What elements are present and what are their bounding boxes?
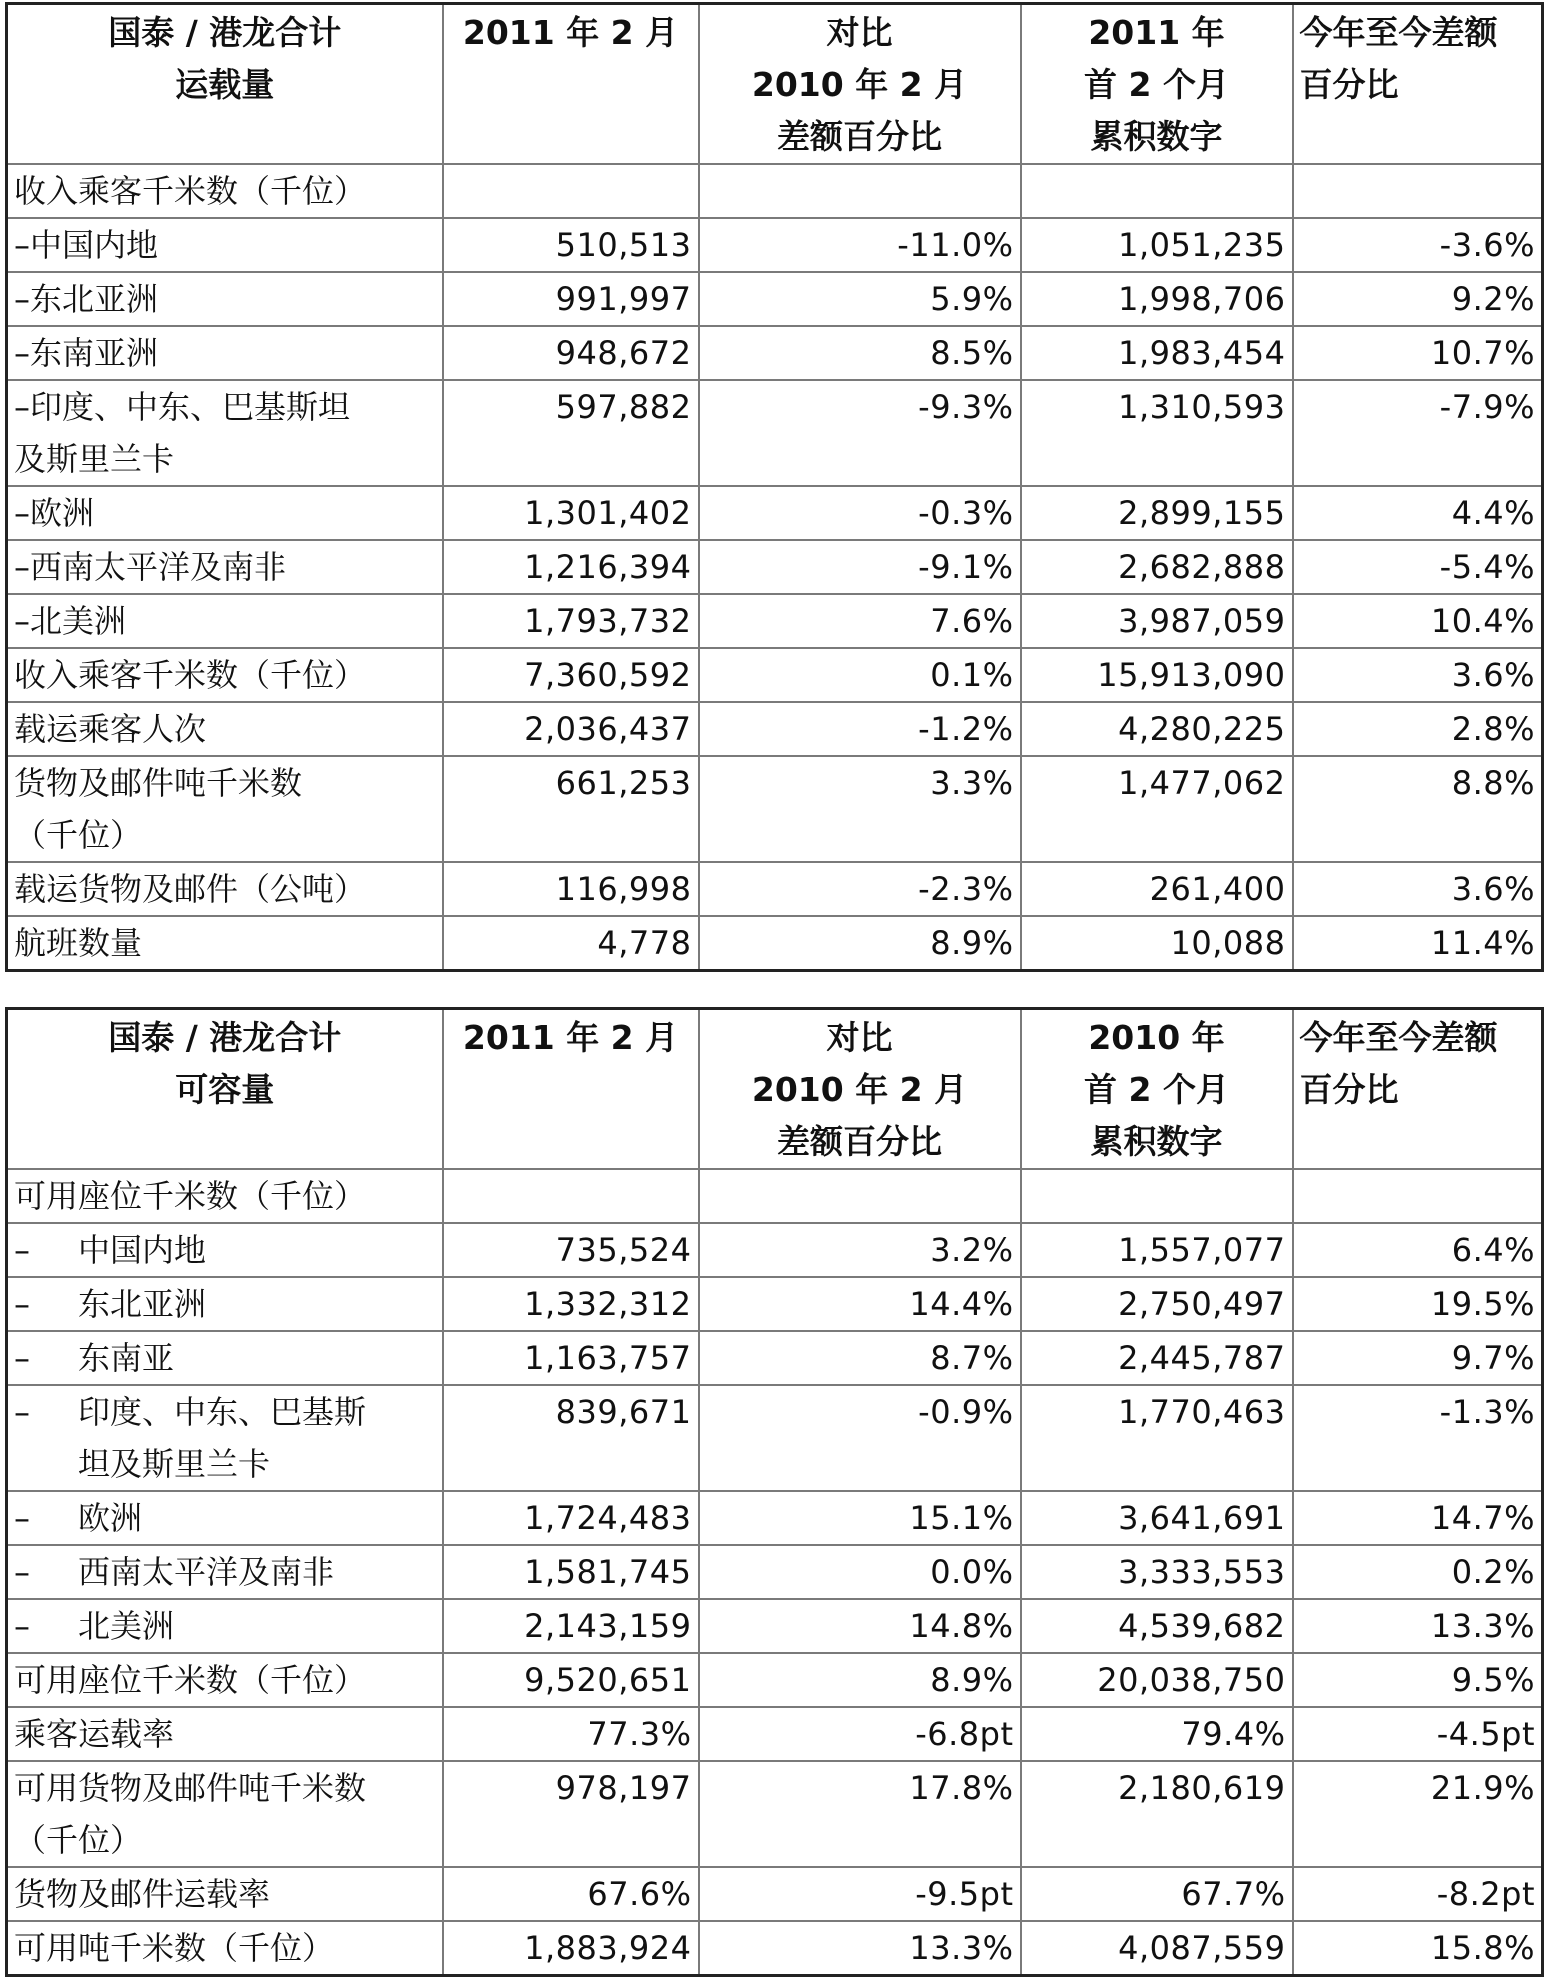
traffic-header-category: 国泰 / 港龙合计 运载量 [7, 4, 443, 165]
cell-value: 3.6% [1293, 862, 1543, 916]
cell-value: 0.2% [1293, 1545, 1543, 1599]
traffic-header-yoy: 对比 2010 年 2 月 差额百分比 [699, 4, 1021, 165]
table-row [7, 1385, 1543, 1491]
table-row [7, 1331, 1543, 1385]
cell-value: -7.9% [1293, 380, 1543, 486]
cell-value: 839,671 [443, 1385, 699, 1491]
traffic-header-month: 2011 年 2 月 [443, 4, 699, 165]
cell-value: 2,143,159 [443, 1599, 699, 1653]
row-label: 可用座位千米数（千位） [7, 1169, 443, 1223]
cell-value: -1.2% [699, 702, 1021, 756]
row-label [7, 1385, 443, 1491]
cell-value: 17.8% [699, 1761, 1021, 1867]
row-label: –东南亚洲 [7, 326, 443, 380]
cell-value: 5.9% [699, 272, 1021, 326]
cell-value: 6.4% [1293, 1223, 1543, 1277]
cell-value: 10.7% [1293, 326, 1543, 380]
row-label: –欧洲 [7, 486, 443, 540]
cell-value: -11.0% [699, 218, 1021, 272]
cell-value: 4.4% [1293, 486, 1543, 540]
cell-value: 14.8% [699, 1599, 1021, 1653]
row-label [7, 1277, 443, 1331]
cell-value: 1,581,745 [443, 1545, 699, 1599]
cell-value: 0.0% [699, 1545, 1021, 1599]
row-label: 收入乘客千米数（千位） [7, 164, 443, 218]
row-label: 载运乘客人次 [7, 702, 443, 756]
cell-value: 510,513 [443, 218, 699, 272]
cell-value: 7,360,592 [443, 648, 699, 702]
cell-value: 1,724,483 [443, 1491, 699, 1545]
row-label-text: 印度、中东、巴基斯 坦及斯里兰卡 [78, 1393, 367, 1483]
cell-value: 1,557,077 [1021, 1223, 1293, 1277]
cell-value: 7.6% [699, 594, 1021, 648]
table-row [7, 702, 1543, 756]
cell-value: 4,778 [443, 916, 699, 971]
row-label: –北美洲 [7, 594, 443, 648]
cell-value: -0.9% [699, 1385, 1021, 1491]
cell-value: 10.4% [1293, 594, 1543, 648]
cell-value: -9.1% [699, 540, 1021, 594]
cell-value: 15,913,090 [1021, 648, 1293, 702]
row-dash: – [14, 1553, 30, 1591]
table-row [7, 862, 1543, 916]
cell-value: 735,524 [443, 1223, 699, 1277]
row-label [7, 1331, 443, 1385]
cell-value: 3.2% [699, 1223, 1021, 1277]
capacity-header-category: 国泰 / 港龙合计 可容量 [7, 1009, 443, 1170]
cell-value: -9.5pt [699, 1867, 1021, 1921]
cell-value [699, 164, 1021, 218]
cell-value: 10,088 [1021, 916, 1293, 971]
table-row [7, 916, 1543, 971]
row-label [7, 1599, 443, 1653]
cell-value: 1,051,235 [1021, 218, 1293, 272]
cell-value: 1,332,312 [443, 1277, 699, 1331]
row-label [7, 1491, 443, 1545]
table-row [7, 1761, 1543, 1867]
cell-value: -2.3% [699, 862, 1021, 916]
cell-value: 67.6% [443, 1867, 699, 1921]
cell-value: 2,899,155 [1021, 486, 1293, 540]
cell-value: 20,038,750 [1021, 1653, 1293, 1707]
row-label: –中国内地 [7, 218, 443, 272]
cell-value [443, 1169, 699, 1223]
cell-value: 1,770,463 [1021, 1385, 1293, 1491]
row-label-text: 东南亚 [78, 1339, 175, 1377]
cell-value: 1,477,062 [1021, 756, 1293, 862]
table-row [7, 540, 1543, 594]
cell-value: 15.1% [699, 1491, 1021, 1545]
row-label-text: 西南太平洋及南非 [78, 1553, 335, 1591]
row-label: 航班数量 [7, 916, 443, 971]
table-row [7, 1169, 1543, 1223]
cell-value: 597,882 [443, 380, 699, 486]
capacity-header-yoy: 对比 2010 年 2 月 差额百分比 [699, 1009, 1021, 1170]
cell-value: 9.7% [1293, 1331, 1543, 1385]
row-dash: – [14, 1499, 30, 1537]
cell-value: 13.3% [1293, 1599, 1543, 1653]
table-row [7, 1223, 1543, 1277]
cell-value: -5.4% [1293, 540, 1543, 594]
capacity-table [5, 1007, 1544, 1977]
cell-value: 79.4% [1021, 1707, 1293, 1761]
cell-value: 1,793,732 [443, 594, 699, 648]
cell-value: -0.3% [699, 486, 1021, 540]
row-label: 可用吨千米数（千位） [7, 1921, 443, 1976]
cell-value: 978,197 [443, 1761, 699, 1867]
cell-value: 8.8% [1293, 756, 1543, 862]
row-dash: – [14, 1285, 30, 1323]
cell-value: -8.2pt [1293, 1867, 1543, 1921]
cell-value: 8.7% [699, 1331, 1021, 1385]
cell-value: 1,163,757 [443, 1331, 699, 1385]
row-label [7, 1223, 443, 1277]
cell-value: 2,445,787 [1021, 1331, 1293, 1385]
cell-value [1293, 164, 1543, 218]
capacity-header-month: 2011 年 2 月 [443, 1009, 699, 1170]
table-row [7, 1599, 1543, 1653]
table-row [7, 1921, 1543, 1976]
cell-value: 948,672 [443, 326, 699, 380]
row-label: –西南太平洋及南非 [7, 540, 443, 594]
cell-value [1021, 1169, 1293, 1223]
cell-value: 67.7% [1021, 1867, 1293, 1921]
table-row [7, 380, 1543, 486]
cell-value: 8.9% [699, 916, 1021, 971]
cell-value [1293, 1169, 1543, 1223]
table-row [7, 326, 1543, 380]
cell-value: 14.4% [699, 1277, 1021, 1331]
cell-value: 661,253 [443, 756, 699, 862]
row-dash: – [14, 1231, 30, 1269]
cell-value: 1,301,402 [443, 486, 699, 540]
table-row [7, 164, 1543, 218]
table-row [7, 1277, 1543, 1331]
row-label [7, 1545, 443, 1599]
cell-value: -6.8pt [699, 1707, 1021, 1761]
row-dash: – [14, 1339, 30, 1377]
table-row [7, 218, 1543, 272]
cell-value [443, 164, 699, 218]
row-label: 可用货物及邮件吨千米数 （千位） [7, 1761, 443, 1867]
cell-value: -4.5pt [1293, 1707, 1543, 1761]
table-row [7, 594, 1543, 648]
cell-value: 4,280,225 [1021, 702, 1293, 756]
traffic-header-cumulative: 2011 年 首 2 个月 累积数字 [1021, 4, 1293, 165]
table-row [7, 1491, 1543, 1545]
cell-value: 0.1% [699, 648, 1021, 702]
cell-value: 21.9% [1293, 1761, 1543, 1867]
cell-value: 991,997 [443, 272, 699, 326]
cell-value [1021, 164, 1293, 218]
cell-value: 8.5% [699, 326, 1021, 380]
capacity-header-cumulative: 2010 年 首 2 个月 累积数字 [1021, 1009, 1293, 1170]
cell-value: 11.4% [1293, 916, 1543, 971]
cell-value: 1,310,593 [1021, 380, 1293, 486]
row-label-text: 欧洲 [78, 1499, 143, 1537]
capacity-header-ytd: 今年至今差额 百分比 [1293, 1009, 1543, 1170]
cell-value: 9,520,651 [443, 1653, 699, 1707]
traffic-header-row [7, 4, 1543, 165]
cell-value: 3,987,059 [1021, 594, 1293, 648]
cell-value: 8.9% [699, 1653, 1021, 1707]
row-label: 货物及邮件运载率 [7, 1867, 443, 1921]
cell-value: 2,036,437 [443, 702, 699, 756]
cell-value: 2,682,888 [1021, 540, 1293, 594]
cell-value: 1,983,454 [1021, 326, 1293, 380]
table-row [7, 648, 1543, 702]
cell-value: 9.2% [1293, 272, 1543, 326]
table-row [7, 1707, 1543, 1761]
cell-value: 4,087,559 [1021, 1921, 1293, 1976]
cell-value: 1,216,394 [443, 540, 699, 594]
row-dash: – [14, 1607, 30, 1645]
cell-value: 3,333,553 [1021, 1545, 1293, 1599]
table-row [7, 272, 1543, 326]
row-dash: – [14, 1393, 30, 1431]
cell-value: 77.3% [443, 1707, 699, 1761]
cell-value: 15.8% [1293, 1921, 1543, 1976]
cell-value: 261,400 [1021, 862, 1293, 916]
table-row [7, 1867, 1543, 1921]
cell-value: 3.6% [1293, 648, 1543, 702]
row-label: 可用座位千米数（千位） [7, 1653, 443, 1707]
row-label: 收入乘客千米数（千位） [7, 648, 443, 702]
row-label-text: 中国内地 [78, 1231, 207, 1269]
table-row [7, 1545, 1543, 1599]
row-label: 载运货物及邮件（公吨） [7, 862, 443, 916]
row-label: –印度、中东、巴基斯坦 及斯里兰卡 [7, 380, 443, 486]
row-label: 乘客运载率 [7, 1707, 443, 1761]
cell-value: 9.5% [1293, 1653, 1543, 1707]
cell-value: 3,641,691 [1021, 1491, 1293, 1545]
cell-value: -1.3% [1293, 1385, 1543, 1491]
table-row [7, 486, 1543, 540]
cell-value [699, 1169, 1021, 1223]
traffic-table [5, 2, 1544, 972]
row-label: –东北亚洲 [7, 272, 443, 326]
capacity-header-row [7, 1009, 1543, 1170]
cell-value: 2.8% [1293, 702, 1543, 756]
cell-value: 1,883,924 [443, 1921, 699, 1976]
cell-value: -3.6% [1293, 218, 1543, 272]
cell-value: 4,539,682 [1021, 1599, 1293, 1653]
cell-value: 2,180,619 [1021, 1761, 1293, 1867]
row-label-text: 东北亚洲 [78, 1285, 207, 1323]
cell-value: 14.7% [1293, 1491, 1543, 1545]
cell-value: 13.3% [699, 1921, 1021, 1976]
table-row [7, 756, 1543, 862]
cell-value: 19.5% [1293, 1277, 1543, 1331]
cell-value: -9.3% [699, 380, 1021, 486]
cell-value: 2,750,497 [1021, 1277, 1293, 1331]
cell-value: 3.3% [699, 756, 1021, 862]
row-label: 货物及邮件吨千米数 （千位） [7, 756, 443, 862]
row-label-text: 北美洲 [78, 1607, 175, 1645]
traffic-header-ytd: 今年至今差额 百分比 [1293, 4, 1543, 165]
table-row [7, 1653, 1543, 1707]
cell-value: 116,998 [443, 862, 699, 916]
cell-value: 1,998,706 [1021, 272, 1293, 326]
